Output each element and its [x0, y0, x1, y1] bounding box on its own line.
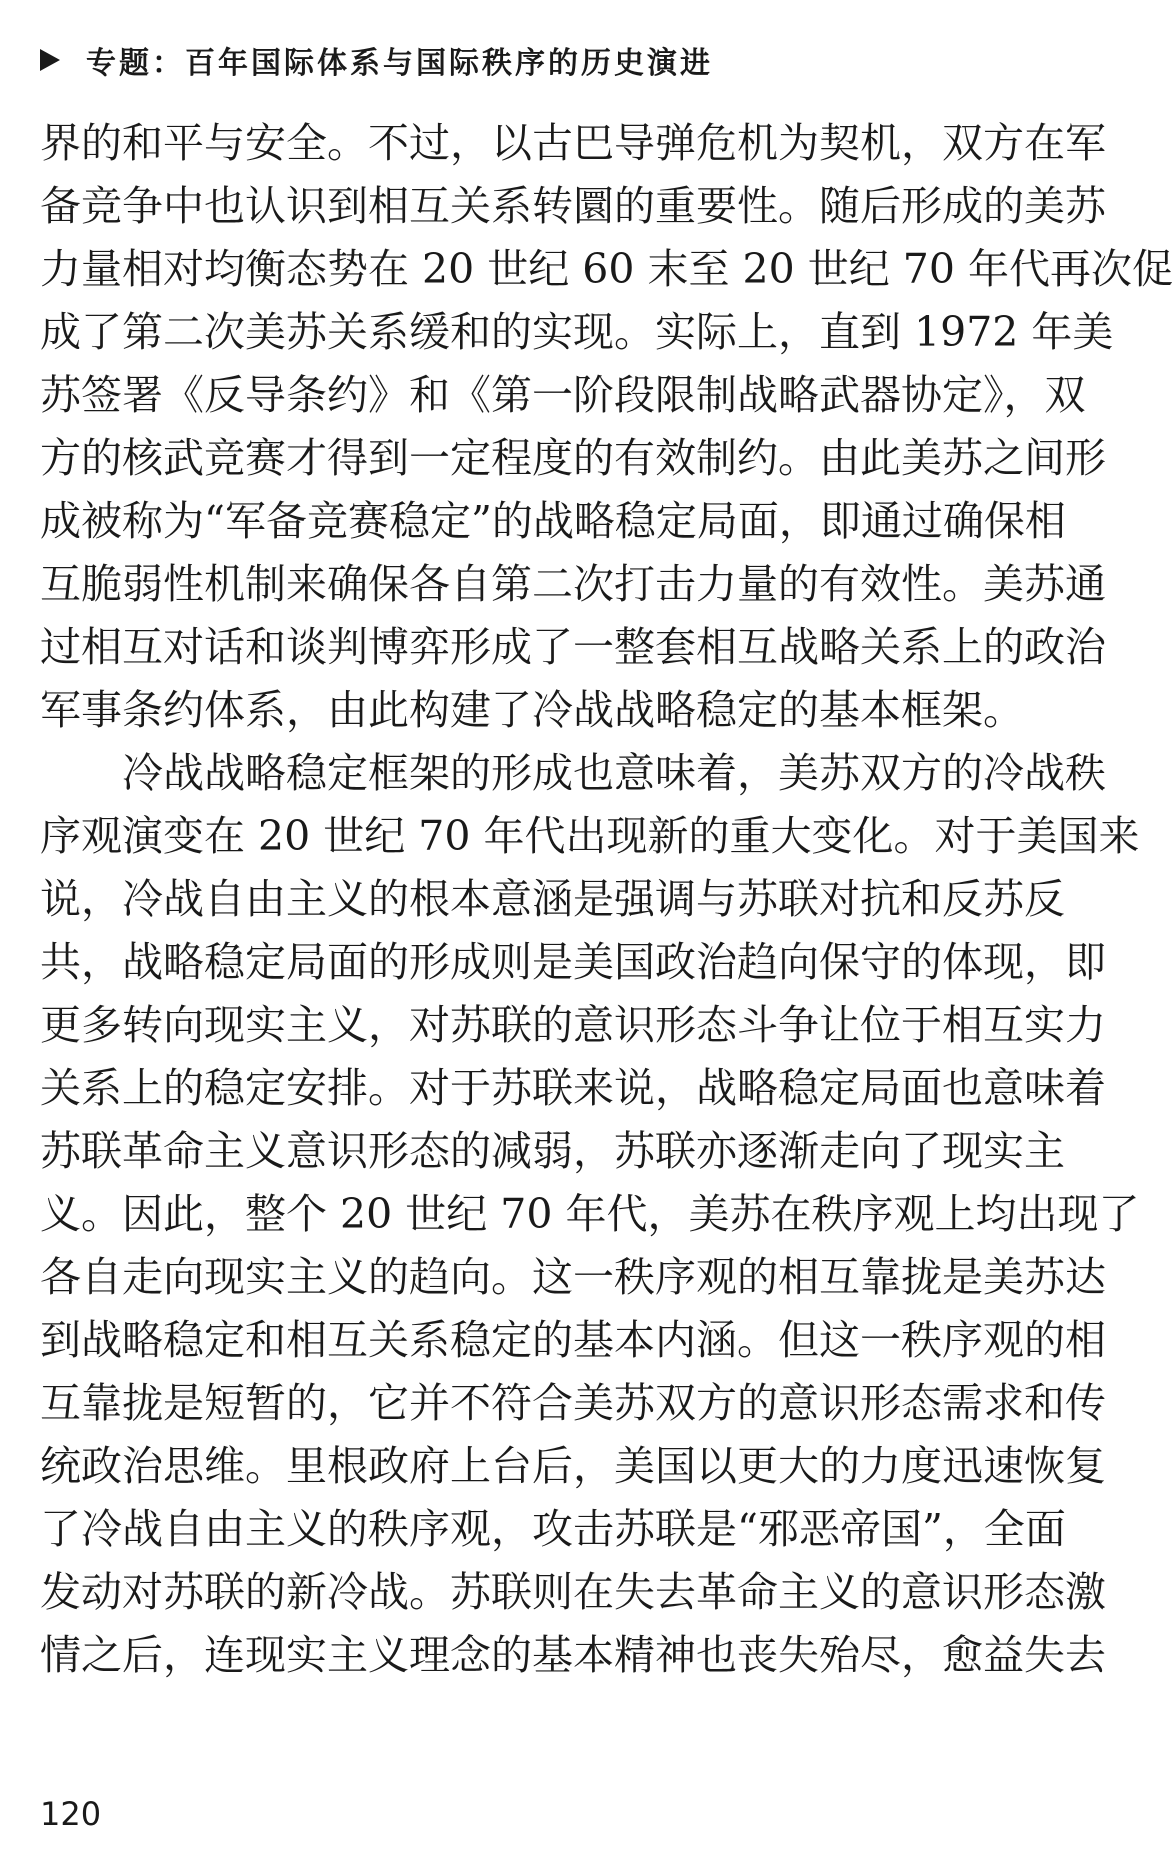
- text-line: 成被称为“军备竞赛稳定”的战略稳定局面，即通过确保相: [40, 497, 1066, 545]
- triangle-bullet-icon: [40, 49, 60, 71]
- text-line: 界的和平与安全。不过，以古巴导弹危机为契机，双方在军: [40, 119, 1106, 167]
- text-line: 方的核武竞赛才得到一定程度的有效制约。由此美苏之间形: [40, 434, 1106, 482]
- text-line: 互脆弱性机制来确保各自第二次打击力量的有效性。美苏通: [40, 560, 1106, 608]
- text-line: 各自走向现实主义的趋向。这一秩序观的相互靠拢是美苏达: [40, 1253, 1106, 1301]
- text-line: 到战略稳定和相互关系稳定的基本内涵。但这一秩序观的相: [40, 1316, 1106, 1364]
- article-body: [40, 112, 1173, 1687]
- text-line: 共，战略稳定局面的形成则是美国政治趋向保守的体现，即: [40, 938, 1106, 986]
- paragraph: [40, 742, 1140, 1687]
- header-title: 专题：百年国际体系与国际秩序的历史演进: [86, 46, 713, 81]
- text-line: 冷战战略稳定框架的形成也意味着，美苏双方的冷战秩: [122, 749, 1106, 797]
- text-line: 苏联革命主义意识形态的减弱，苏联亦逐渐走向了现实主: [40, 1127, 1065, 1175]
- text-line: 成了第二次美苏关系缓和的实现。实际上，直到 1972 年美: [40, 308, 1114, 356]
- text-line: 互靠拢是短暂的，它并不符合美苏双方的意识形态需求和传: [40, 1379, 1106, 1427]
- text-line: 说，冷战自由主义的根本意涵是强调与苏联对抗和反苏反: [40, 875, 1065, 923]
- page-number: 120: [40, 1795, 102, 1833]
- text-line: 苏签署《反导条约》和《第一阶段限制战略武器协定》，双: [40, 371, 1086, 419]
- text-line: 了冷战自由主义的秩序观，攻击苏联是“邪恶帝国”，全面: [40, 1505, 1066, 1553]
- text-line: 过相互对话和谈判博弈形成了一整套相互战略关系上的政治: [40, 623, 1106, 671]
- text-line: 更多转向现实主义，对苏联的意识形态斗争让位于相互实力: [40, 1001, 1106, 1049]
- text-line: 力量相对均衡态势在 20 世纪 60 末至 20 世纪 70 年代再次促: [40, 245, 1173, 293]
- text-line: 义。因此，整个 20 世纪 70 年代，美苏在秩序观上均出现了: [40, 1190, 1140, 1238]
- text-line: 发动对苏联的新冷战。苏联则在失去革命主义的意识形态激: [40, 1568, 1106, 1616]
- text-line: 情之后，连现实主义理念的基本精神也丧失殆尽，愈益失去: [40, 1631, 1106, 1679]
- paragraph: [40, 112, 1173, 742]
- running-header: [40, 38, 713, 82]
- text-line: 序观演变在 20 世纪 70 年代出现新的重大变化。对于美国来: [40, 812, 1140, 860]
- text-line: 关系上的稳定安排。对于苏联来说，战略稳定局面也意味着: [40, 1064, 1106, 1112]
- text-line: 备竞争中也认识到相互关系转圜的重要性。随后形成的美苏: [40, 182, 1106, 230]
- text-line: 军事条约体系，由此构建了冷战战略稳定的基本框架。: [40, 686, 1024, 734]
- text-line: 统政治思维。里根政府上台后，美国以更大的力度迅速恢复: [40, 1442, 1106, 1490]
